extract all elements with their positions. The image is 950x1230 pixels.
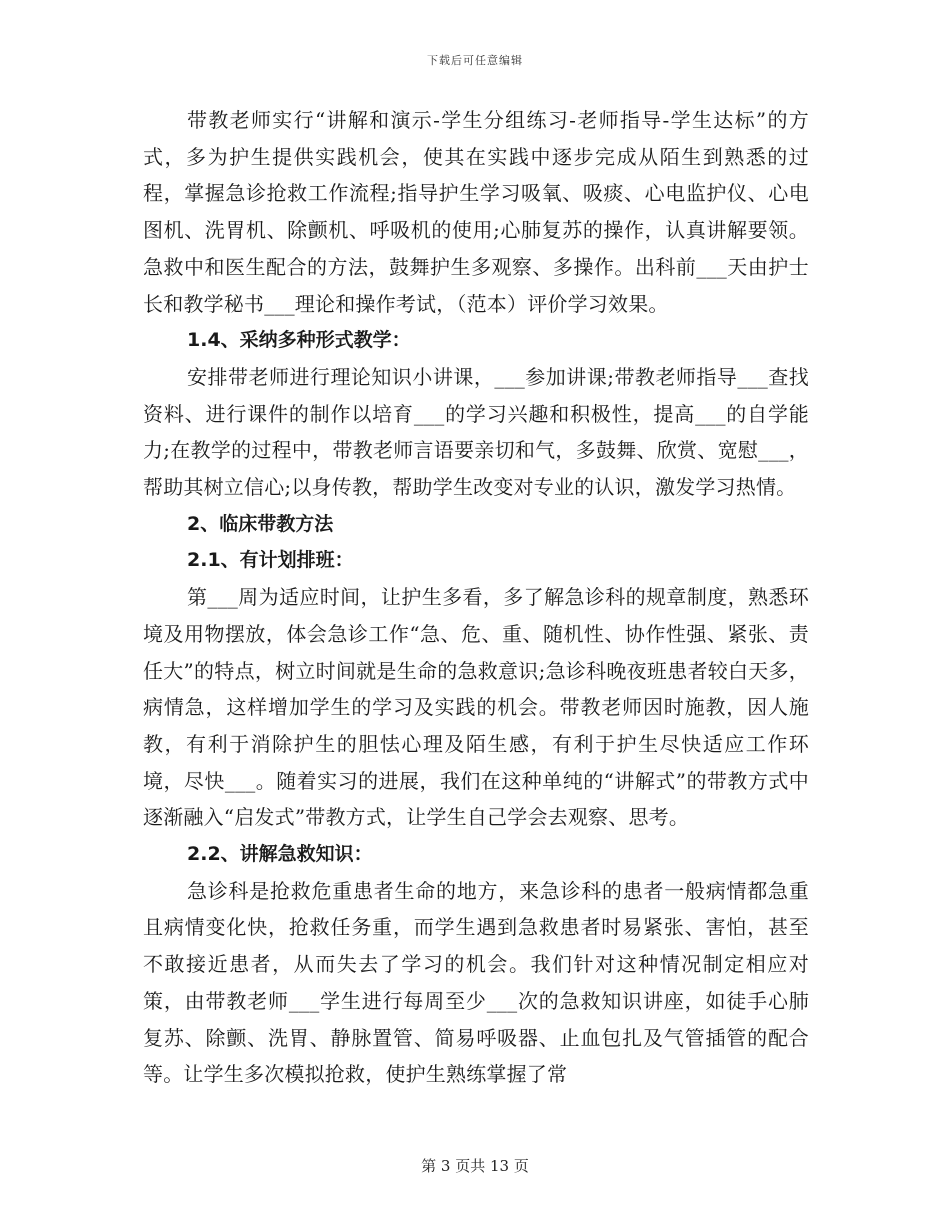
document-body [143,102,809,1093]
page-footer: 第 3 页共 13 页 [421,1157,529,1175]
heading-2-2: 2.2、讲解急救知识： [187,843,373,866]
page-header: 下载后可任意编辑 [427,54,523,67]
paragraph-scheduling: 第___周为适应时间，让护生多看，多了解急诊科的规章制度，熟悉环境及用物摆放，体会急诊工作“急、危、重、随机性、协作性强、紧张、责任大”的特点，树立时间就是生命的急救意识;急诊科晚夜班患者较白天多，病情急，这样增加学生的学习及实践的机会。带教老师因时施教，因人施教，有利于消除护生的胆怯心理及陌生感，有利于护生尽快适应工作环境，尽快___。随着实习的进展，我们在这种单纯的“讲解式”的带教方式中逐渐融入“启发式”带教方式，让学生自己学会去观察、思考。 [143,585,809,830]
paragraph-emergency-knowledge: 急诊科是抢救危重患者生命的地方，来急诊科的患者一般病情都急重且病情变化快，抢救任务重，而学生遇到急救患者时易紧张、害怕，甚至不敢接近患者，从而失去了学习的机会。我们针对这种情况制定相应对策，由带教老师___学生进行每周至少___次的急救知识讲座，如徒手心肺复苏、除颤、洗胃、静脉置管、简易呼吸器、止血包扎及气管插管的配合等。让学生多次模拟抢救，使护生熟练掌握了常 [143,878,809,1087]
paragraph-multiple-forms: 安排带老师进行理论知识小讲课，___参加讲课;带教老师指导___查找资料、进行课件的制作以培育___的学习兴趣和积极性，提高___的自学能力;在教学的过程中，带教老师言语要亲切和气，多鼓舞、欣赏、宽慰___，帮助其树立信心;以身传教，帮助学生改变对专业的认识，激发学习热情。 [143,364,809,500]
heading-2-1: 2.1、有计划排班： [187,549,354,572]
heading-2: 2、临床带教方法 [187,512,334,535]
paragraph-teaching-method: 带教老师实行“讲解和演示-学生分组练习-老师指导-学生达标”的方式，多为护生提供实践机会，使其在实践中逐步完成从陌生到熟悉的过程，掌握急诊抢救工作流程;指导护生学习吸氧、吸痰、心电监护仪、心电图机、洗胃机、除颤机、呼吸机的使用;心肺复苏的操作，认真讲解要领。急救中和医生配合的方法，鼓舞护生多观察、多操作。出科前___天由护士长和教学秘书___理论和操作考试，（范本）评价学习效果。 [143,108,809,316]
heading-1-4: 1.4、采纳多种形式教学： [187,329,411,352]
